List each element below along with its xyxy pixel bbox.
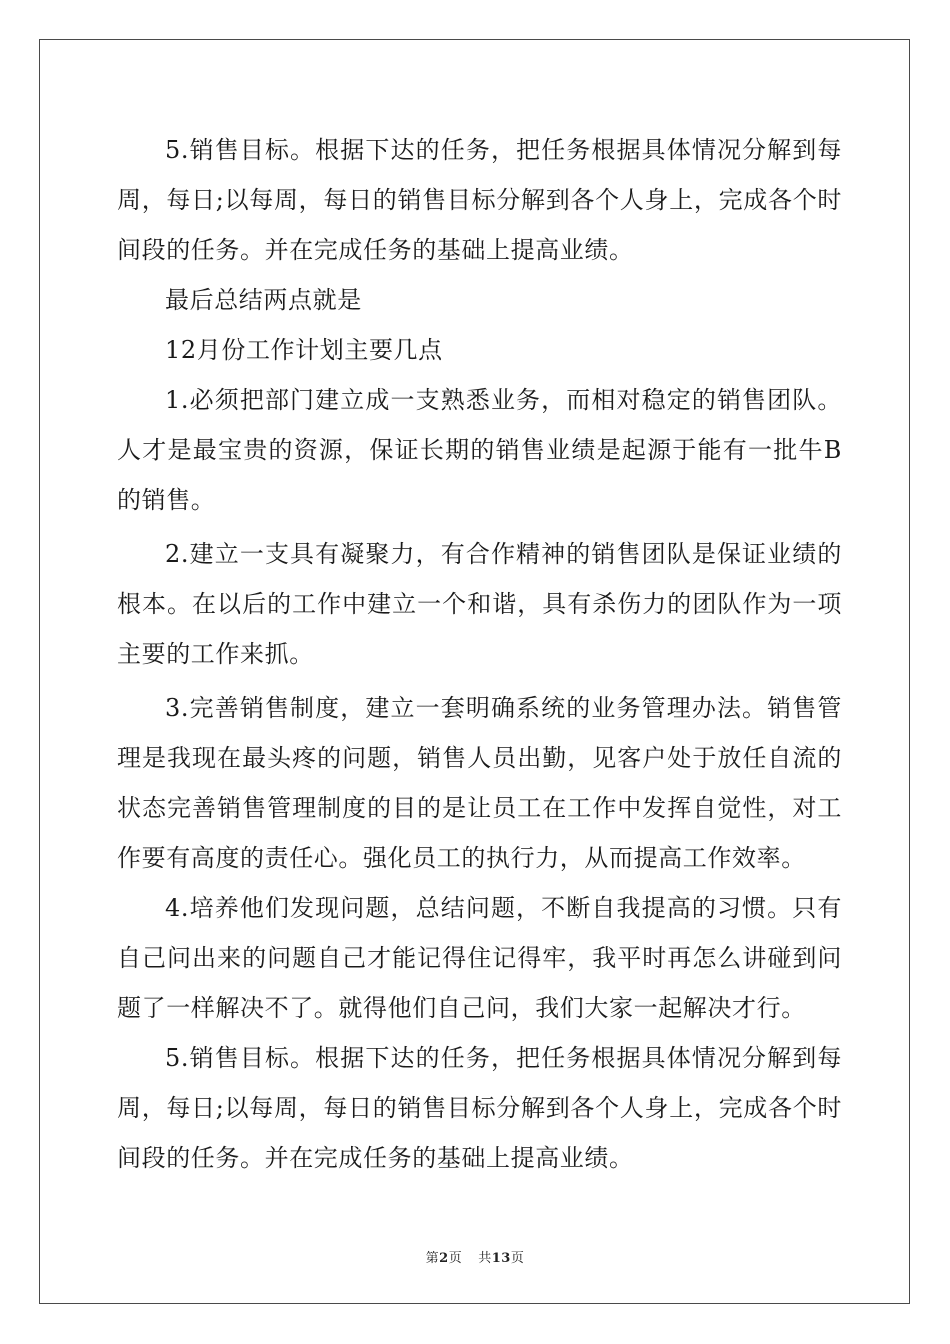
paragraph-item-2: 2.建立一支具有凝聚力，有合作精神的销售团队是保证业绩的根本。在以后的工作中建立一个和谐，具有杀伤力的团队作为一项主要的工作来抓。 [117,540,842,668]
footer-total-pages: 13 [491,1251,511,1266]
paragraph-december-plan-heading: 12月份工作计划主要几点 [165,336,443,364]
footer-page-prefix: 第 [425,1251,440,1266]
paragraph-sales-target: 5.销售目标。根据下达的任务，把任务根据具体情况分解到每周，每日;以每周，每日的销售目标分解到各个人身上，完成各个时间段的任务。并在完成任务的基础上提高业绩。 [117,136,842,264]
paragraph-item-4: 4.培养他们发现问题，总结问题，不断自我提高的习惯。只有自己问出来的问题自己才能记得住记得牢，我平时再怎么讲碰到问题了一样解决不了。就得他们自己问，我们大家一起解决才行。 [117,894,842,1022]
page-footer [0,1247,950,1266]
paragraph-summary-intro: 最后总结两点就是 [165,286,362,314]
footer-current-page: 2 [439,1251,449,1266]
paragraph-item-3: 3.完善销售制度，建立一套明确系统的业务管理办法。销售管理是我现在最头疼的问题，销售人员出勤，见客户处于放任自流的状态完善销售管理制度的目的是让员工在工作中发挥自觉性，对工作要有高度的责任心。强化员工的执行力，从而提高工作效率。 [117,694,842,872]
footer-page-suffix: 页 [448,1251,463,1266]
paragraph-item-1: 1.必须把部门建立成一支熟悉业务，而相对稳定的销售团队。人才是最宝贵的资源，保证长期的销售业绩是起源于能有一批牛B的销售。 [117,386,842,514]
paragraph-item-5: 5.销售目标。根据下达的任务，把任务根据具体情况分解到每周，每日;以每周，每日的销售目标分解到各个人身上，完成各个时间段的任务。并在完成任务的基础上提高业绩。 [117,1044,842,1172]
footer-total-prefix: 共 [478,1251,492,1266]
footer-total-suffix: 页 [510,1251,525,1266]
document-body [117,125,842,1183]
